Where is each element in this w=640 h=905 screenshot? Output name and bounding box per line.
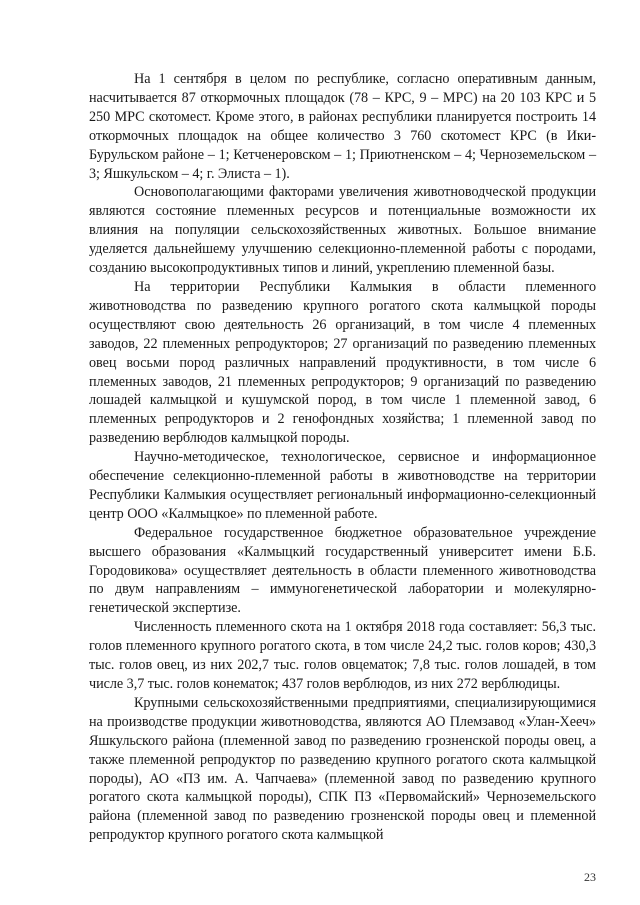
paragraph-breeding-factors: Основополагающими факторами увеличения животноводческой продукции являются состояние племенных ресурсов и потенциальные возможности их влияния на популяции сельскохозяйственных животных. Большое внимание уделяется дальнейшему улучшению селекционно-племенной работы с породами, созданию высокопродуктивных типов и линий, укреплению племенной базы. xyxy=(89,184,596,277)
paragraph-fattening-sites: На 1 сентября в целом по республике, согласно оперативным данным, насчитывается 87 откормочных площадок (78 – КРС, 9 – МРС) на 20 103 КРС и 5 250 МРС скотомест. Кроме этого, в районах республики планируется построить 14 откормочных площадок на общее количество 3 760 скотомест КРС (в Ики-Бурульском районе – 1; Кетченеровском – 1; Приютненском – 4; Черноземельском – 3; Яшкульском – 4; г. Элиста – 1). xyxy=(89,71,596,182)
paragraph-information-center: Научно-методическое, технологическое, сервисное и информационное обеспечение селекционно-племенной работы в животноводстве на территории Республики Калмыкия осуществляет региональный информационно-селекционный центр ООО «Калмыцкое» по племенной работе. xyxy=(89,449,596,522)
paragraph-major-enterprises: Крупными сельскохозяйственными предприятиями, специализирующимися на производстве продукции животноводства, являются АО Племзавод «Улан-Хееч» Яшкульского района (племенной завод по разведению грозненской породы овец, а также племенной репродуктор по разведению крупного рогатого скота калмыцкой породы), АО «ПЗ им. А. Чапчаева» (племенной завод по разведению крупного рогатого скота калмыцкой породы), СПК ПЗ «Первомайский» Черноземельского района (племенной завод по разведению грозненской породы овец и племенной репродуктор крупного рогатого скота калмыцкой xyxy=(89,694,596,844)
document-page xyxy=(89,70,596,845)
paragraph-livestock-numbers: Численность племенного скота на 1 октября 2018 года составляет: 56,3 тыс. голов племенного крупного рогатого скота, в том числе 24,2 тыс. голов коров; 430,3 тыс. голов овец, из них 202,7 тыс. голов овцематок; 7,8 тыс. голов лошадей, в том числе 3,7 тыс. голов конематок; 437 голов верблюдов, из них 272 верблюдицы. xyxy=(89,619,596,692)
paragraph-breeding-organizations: На территории Республики Калмыкия в области племенного животноводства по разведению крупного рогатого скота калмыцкой породы осуществляют свою деятельность 26 организаций, в том числе 4 племенных заводов, 22 племенных репродукторов; 27 организаций по разведению племенных овец восьми пород различных направлений продуктивности, в том числе 6 племенных заводов, 21 племенных репродукторов; 9 организаций по разведению лошадей калмыцкой и кушумской пород, в том числе 1 племенной завод, 6 племенных репродукторов и 2 генофондных хозяйства; 1 племенной завод по разведению верблюдов калмыцкой породы. xyxy=(89,278,596,447)
page-number: 23 xyxy=(584,870,596,884)
paragraph-university: Федеральное государственное бюджетное образовательное учреждение высшего образования «Калмыцкий государственный университет имени Б.Б. Городовикова» осуществляет деятельность в области племенного животноводства по двум направлениям – иммуногенетической лаборатории и молекулярно-генетической экспертизе. xyxy=(89,524,596,617)
